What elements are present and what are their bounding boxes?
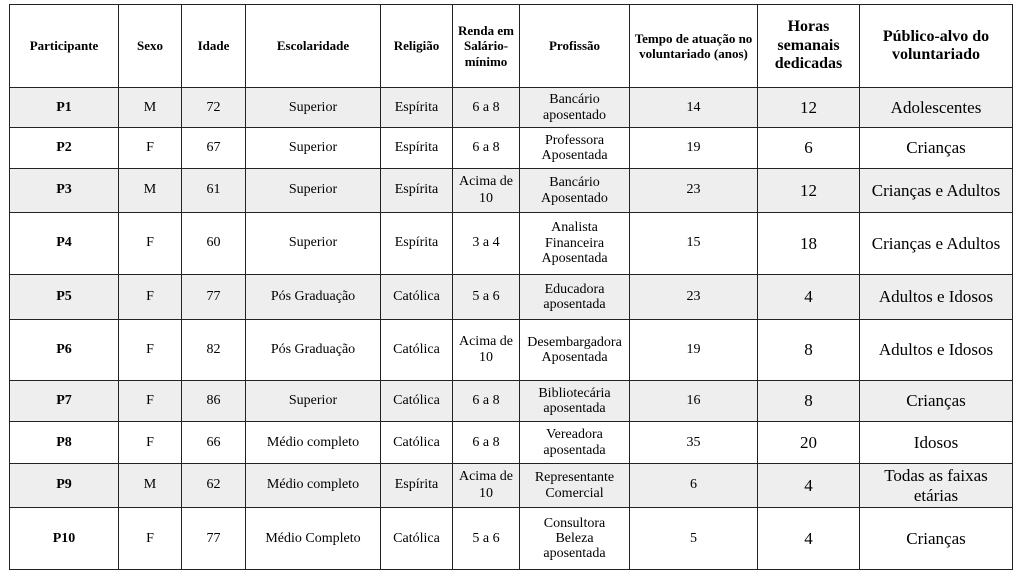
cell-religiao: Espírita (381, 463, 453, 507)
cell-profissao: Bibliotecária aposentada (520, 380, 630, 421)
cell-horas: 12 (758, 168, 860, 212)
cell-escolaridade: Superior (246, 128, 381, 168)
cell-horas: 20 (758, 422, 860, 463)
cell-publico: Todas as faixas etárias (860, 463, 1013, 507)
header-renda: Renda em Salário-mínimo (453, 5, 520, 88)
cell-renda: Acima de 10 (453, 168, 520, 212)
cell-renda: 3 a 4 (453, 213, 520, 275)
cell-religiao: Espírita (381, 213, 453, 275)
cell-idade: 77 (182, 274, 246, 319)
cell-participante: P7 (10, 380, 119, 421)
cell-renda: 6 a 8 (453, 128, 520, 168)
cell-tempo: 15 (630, 213, 758, 275)
header-horas: Horas semanais dedicadas (758, 5, 860, 88)
cell-idade: 77 (182, 508, 246, 570)
cell-escolaridade: Superior (246, 213, 381, 275)
cell-renda: 6 a 8 (453, 88, 520, 128)
cell-idade: 61 (182, 168, 246, 212)
cell-horas: 4 (758, 463, 860, 507)
header-participante: Participante (10, 5, 119, 88)
cell-tempo: 23 (630, 168, 758, 212)
cell-participante: P5 (10, 274, 119, 319)
cell-religiao: Católica (381, 380, 453, 421)
cell-tempo: 19 (630, 128, 758, 168)
cell-sexo: F (119, 320, 182, 381)
cell-renda: 5 a 6 (453, 274, 520, 319)
cell-idade: 60 (182, 213, 246, 275)
header-tempo: Tempo de atuação no voluntariado (anos) (630, 5, 758, 88)
cell-idade: 82 (182, 320, 246, 381)
cell-escolaridade: Superior (246, 380, 381, 421)
cell-tempo: 35 (630, 422, 758, 463)
cell-escolaridade: Superior (246, 168, 381, 212)
cell-sexo: F (119, 422, 182, 463)
cell-profissao: Analista Financeira Aposentada (520, 213, 630, 275)
cell-tempo: 19 (630, 320, 758, 381)
cell-renda: 5 a 6 (453, 508, 520, 570)
cell-sexo: F (119, 213, 182, 275)
cell-tempo: 6 (630, 463, 758, 507)
cell-publico: Adolescentes (860, 88, 1013, 128)
cell-religiao: Católica (381, 320, 453, 381)
cell-horas: 6 (758, 128, 860, 168)
cell-renda: 6 a 8 (453, 422, 520, 463)
cell-renda: 6 a 8 (453, 380, 520, 421)
cell-publico: Crianças e Adultos (860, 168, 1013, 212)
cell-sexo: M (119, 463, 182, 507)
cell-profissao: Consultora Beleza aposentada (520, 508, 630, 570)
cell-participante: P2 (10, 128, 119, 168)
cell-profissao: Desembargadora Aposentada (520, 320, 630, 381)
table-row (10, 274, 1013, 319)
cell-religiao: Católica (381, 422, 453, 463)
header-idade: Idade (182, 5, 246, 88)
cell-horas: 4 (758, 508, 860, 570)
table-row (10, 213, 1013, 275)
cell-profissao: Bancário aposentado (520, 88, 630, 128)
cell-tempo: 23 (630, 274, 758, 319)
table-row (10, 128, 1013, 168)
cell-publico: Idosos (860, 422, 1013, 463)
cell-idade: 67 (182, 128, 246, 168)
cell-publico: Crianças (860, 128, 1013, 168)
table-row (10, 508, 1013, 570)
cell-tempo: 5 (630, 508, 758, 570)
cell-publico: Adultos e Idosos (860, 274, 1013, 319)
cell-religiao: Católica (381, 274, 453, 319)
cell-tempo: 16 (630, 380, 758, 421)
header-sexo: Sexo (119, 5, 182, 88)
table-row (10, 88, 1013, 128)
cell-publico: Crianças (860, 508, 1013, 570)
table-row (10, 422, 1013, 463)
header-publico: Público-alvo do voluntariado (860, 5, 1013, 88)
header-escolaridade: Escolaridade (246, 5, 381, 88)
cell-idade: 72 (182, 88, 246, 128)
cell-sexo: F (119, 274, 182, 319)
header-profissao: Profissão (520, 5, 630, 88)
cell-participante: P10 (10, 508, 119, 570)
cell-participante: P3 (10, 168, 119, 212)
table-row (10, 168, 1013, 212)
cell-escolaridade: Médio Completo (246, 508, 381, 570)
cell-escolaridade: Superior (246, 88, 381, 128)
cell-profissao: Representante Comercial (520, 463, 630, 507)
cell-escolaridade: Médio completo (246, 422, 381, 463)
cell-escolaridade: Pós Graduação (246, 274, 381, 319)
cell-horas: 8 (758, 320, 860, 381)
table-row (10, 463, 1013, 507)
cell-religiao: Católica (381, 508, 453, 570)
table-row (10, 320, 1013, 381)
cell-participante: P9 (10, 463, 119, 507)
cell-sexo: M (119, 88, 182, 128)
cell-publico: Adultos e Idosos (860, 320, 1013, 381)
cell-profissao: Vereadora aposentada (520, 422, 630, 463)
cell-idade: 86 (182, 380, 246, 421)
cell-sexo: F (119, 380, 182, 421)
cell-idade: 62 (182, 463, 246, 507)
cell-participante: P6 (10, 320, 119, 381)
cell-participante: P4 (10, 213, 119, 275)
cell-idade: 66 (182, 422, 246, 463)
cell-publico: Crianças (860, 380, 1013, 421)
header-row (10, 5, 1013, 88)
cell-tempo: 14 (630, 88, 758, 128)
cell-sexo: F (119, 128, 182, 168)
cell-religiao: Espírita (381, 168, 453, 212)
cell-escolaridade: Pós Graduação (246, 320, 381, 381)
cell-horas: 4 (758, 274, 860, 319)
cell-horas: 8 (758, 380, 860, 421)
cell-religiao: Espírita (381, 128, 453, 168)
participants-table (9, 4, 1013, 570)
cell-participante: P1 (10, 88, 119, 128)
cell-profissao: Professora Aposentada (520, 128, 630, 168)
cell-horas: 18 (758, 213, 860, 275)
cell-horas: 12 (758, 88, 860, 128)
cell-renda: Acima de 10 (453, 320, 520, 381)
cell-sexo: F (119, 508, 182, 570)
table-row (10, 380, 1013, 421)
cell-profissao: Bancário Aposentado (520, 168, 630, 212)
cell-religiao: Espírita (381, 88, 453, 128)
cell-participante: P8 (10, 422, 119, 463)
cell-publico: Crianças e Adultos (860, 213, 1013, 275)
cell-sexo: M (119, 168, 182, 212)
cell-renda: Acima de 10 (453, 463, 520, 507)
cell-escolaridade: Médio completo (246, 463, 381, 507)
header-religiao: Religião (381, 5, 453, 88)
cell-profissao: Educadora aposentada (520, 274, 630, 319)
